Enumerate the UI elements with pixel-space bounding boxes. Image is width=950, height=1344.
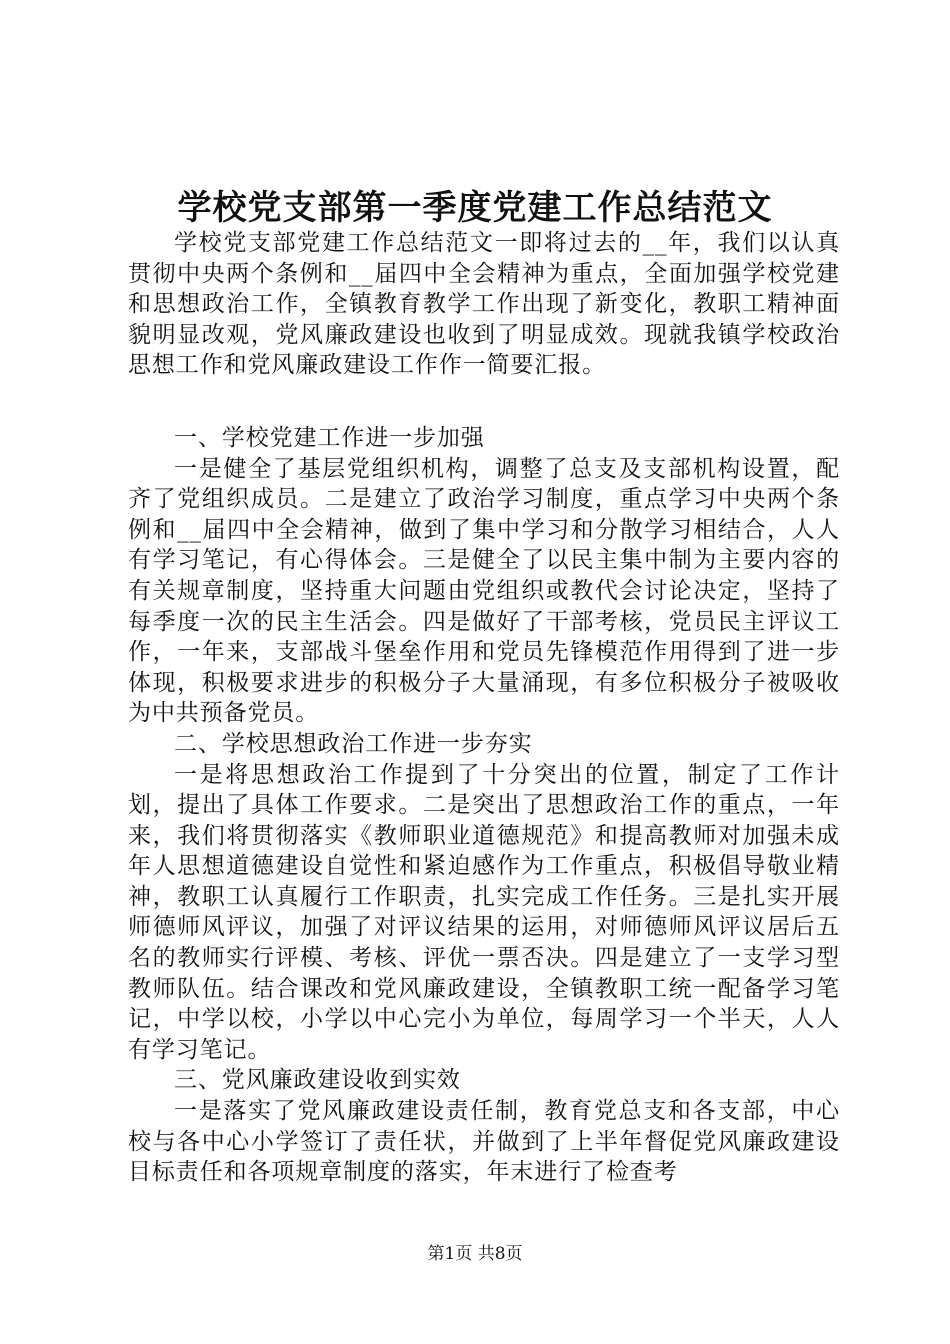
- section-1-paragraph: 一是健全了基层党组织机构，调整了总支及支部机构设置，配齐了党组织成员。二是建立了政治学习制度，重点学习中央两个条例和__届四中全会精神，做到了集中学习和分散学习相结合，人人有学习笔记，有心得体会。三是健全了以民主集中制为主要内容的有关规章制度，坚持重大问题由党组织或教代会讨论决定，坚持了每季度一次的民主生活会。四是做好了干部考核，党员民主评议工作，一年来，支部战斗堡垒作用和党员先锋模范作用得到了进一步体现，积极要求进步的积极分子大量涌现，有多位积极分子被吸收为中共预备党员。: [128, 455, 840, 727]
- intro-paragraph: 学校党支部党建工作总结范文一即将过去的__年，我们以认真贯彻中央两个条例和__届四中全会精神为重点，全面加强学校党建和思想政治工作，全镇教育教学工作出现了新变化，教职工精神面貌明显改观，党风廉政建设也收到了明显成效。现就我镇学校政治思想工作和党风廉政建设工作作一简要汇报。: [128, 230, 840, 379]
- page-number-footer: 第1页 共8页: [427, 1244, 523, 1264]
- section-heading-1: 一、学校党建工作进一步加强: [174, 424, 485, 451]
- section-3-paragraph: 一是落实了党风廉政建设责任制，教育党总支和各支部，中心校与各中心小学签订了责任状，并做到了上半年督促党风廉政建设目标责任和各项规章制度的落实，年末进行了检查考: [128, 1098, 840, 1186]
- document-title: 学校党支部第一季度党建工作总结范文: [177, 188, 773, 228]
- section-heading-2: 二、学校思想政治工作进一步夯实: [174, 730, 533, 757]
- section-heading-3: 三、党风廉政建设收到实效: [174, 1067, 461, 1094]
- section-2-paragraph: 一是将思想政治工作提到了十分突出的位置，制定了工作计划，提出了具体工作要求。二是突出了思想政治工作的重点，一年来，我们将贯彻落实《教师职业道德规范》和提高教师对加强未成年人思想道德建设自觉性和紧迫感作为工作重点，积极倡导敬业精神，教职工认真履行工作职责，扎实完成工作任务。三是扎实开展师德师风评议，加强了对评议结果的运用，对师德师风评议居后五名的教师实行评模、考核、评优一票否决。四是建立了一支学习型教师队伍。结合课改和党风廉政建设，全镇教职工统一配备学习笔记，中学以校，小学以中心完小为单位，每周学习一个半天，人人有学习笔记。: [128, 761, 840, 1063]
- document-body: [128, 228, 840, 1188]
